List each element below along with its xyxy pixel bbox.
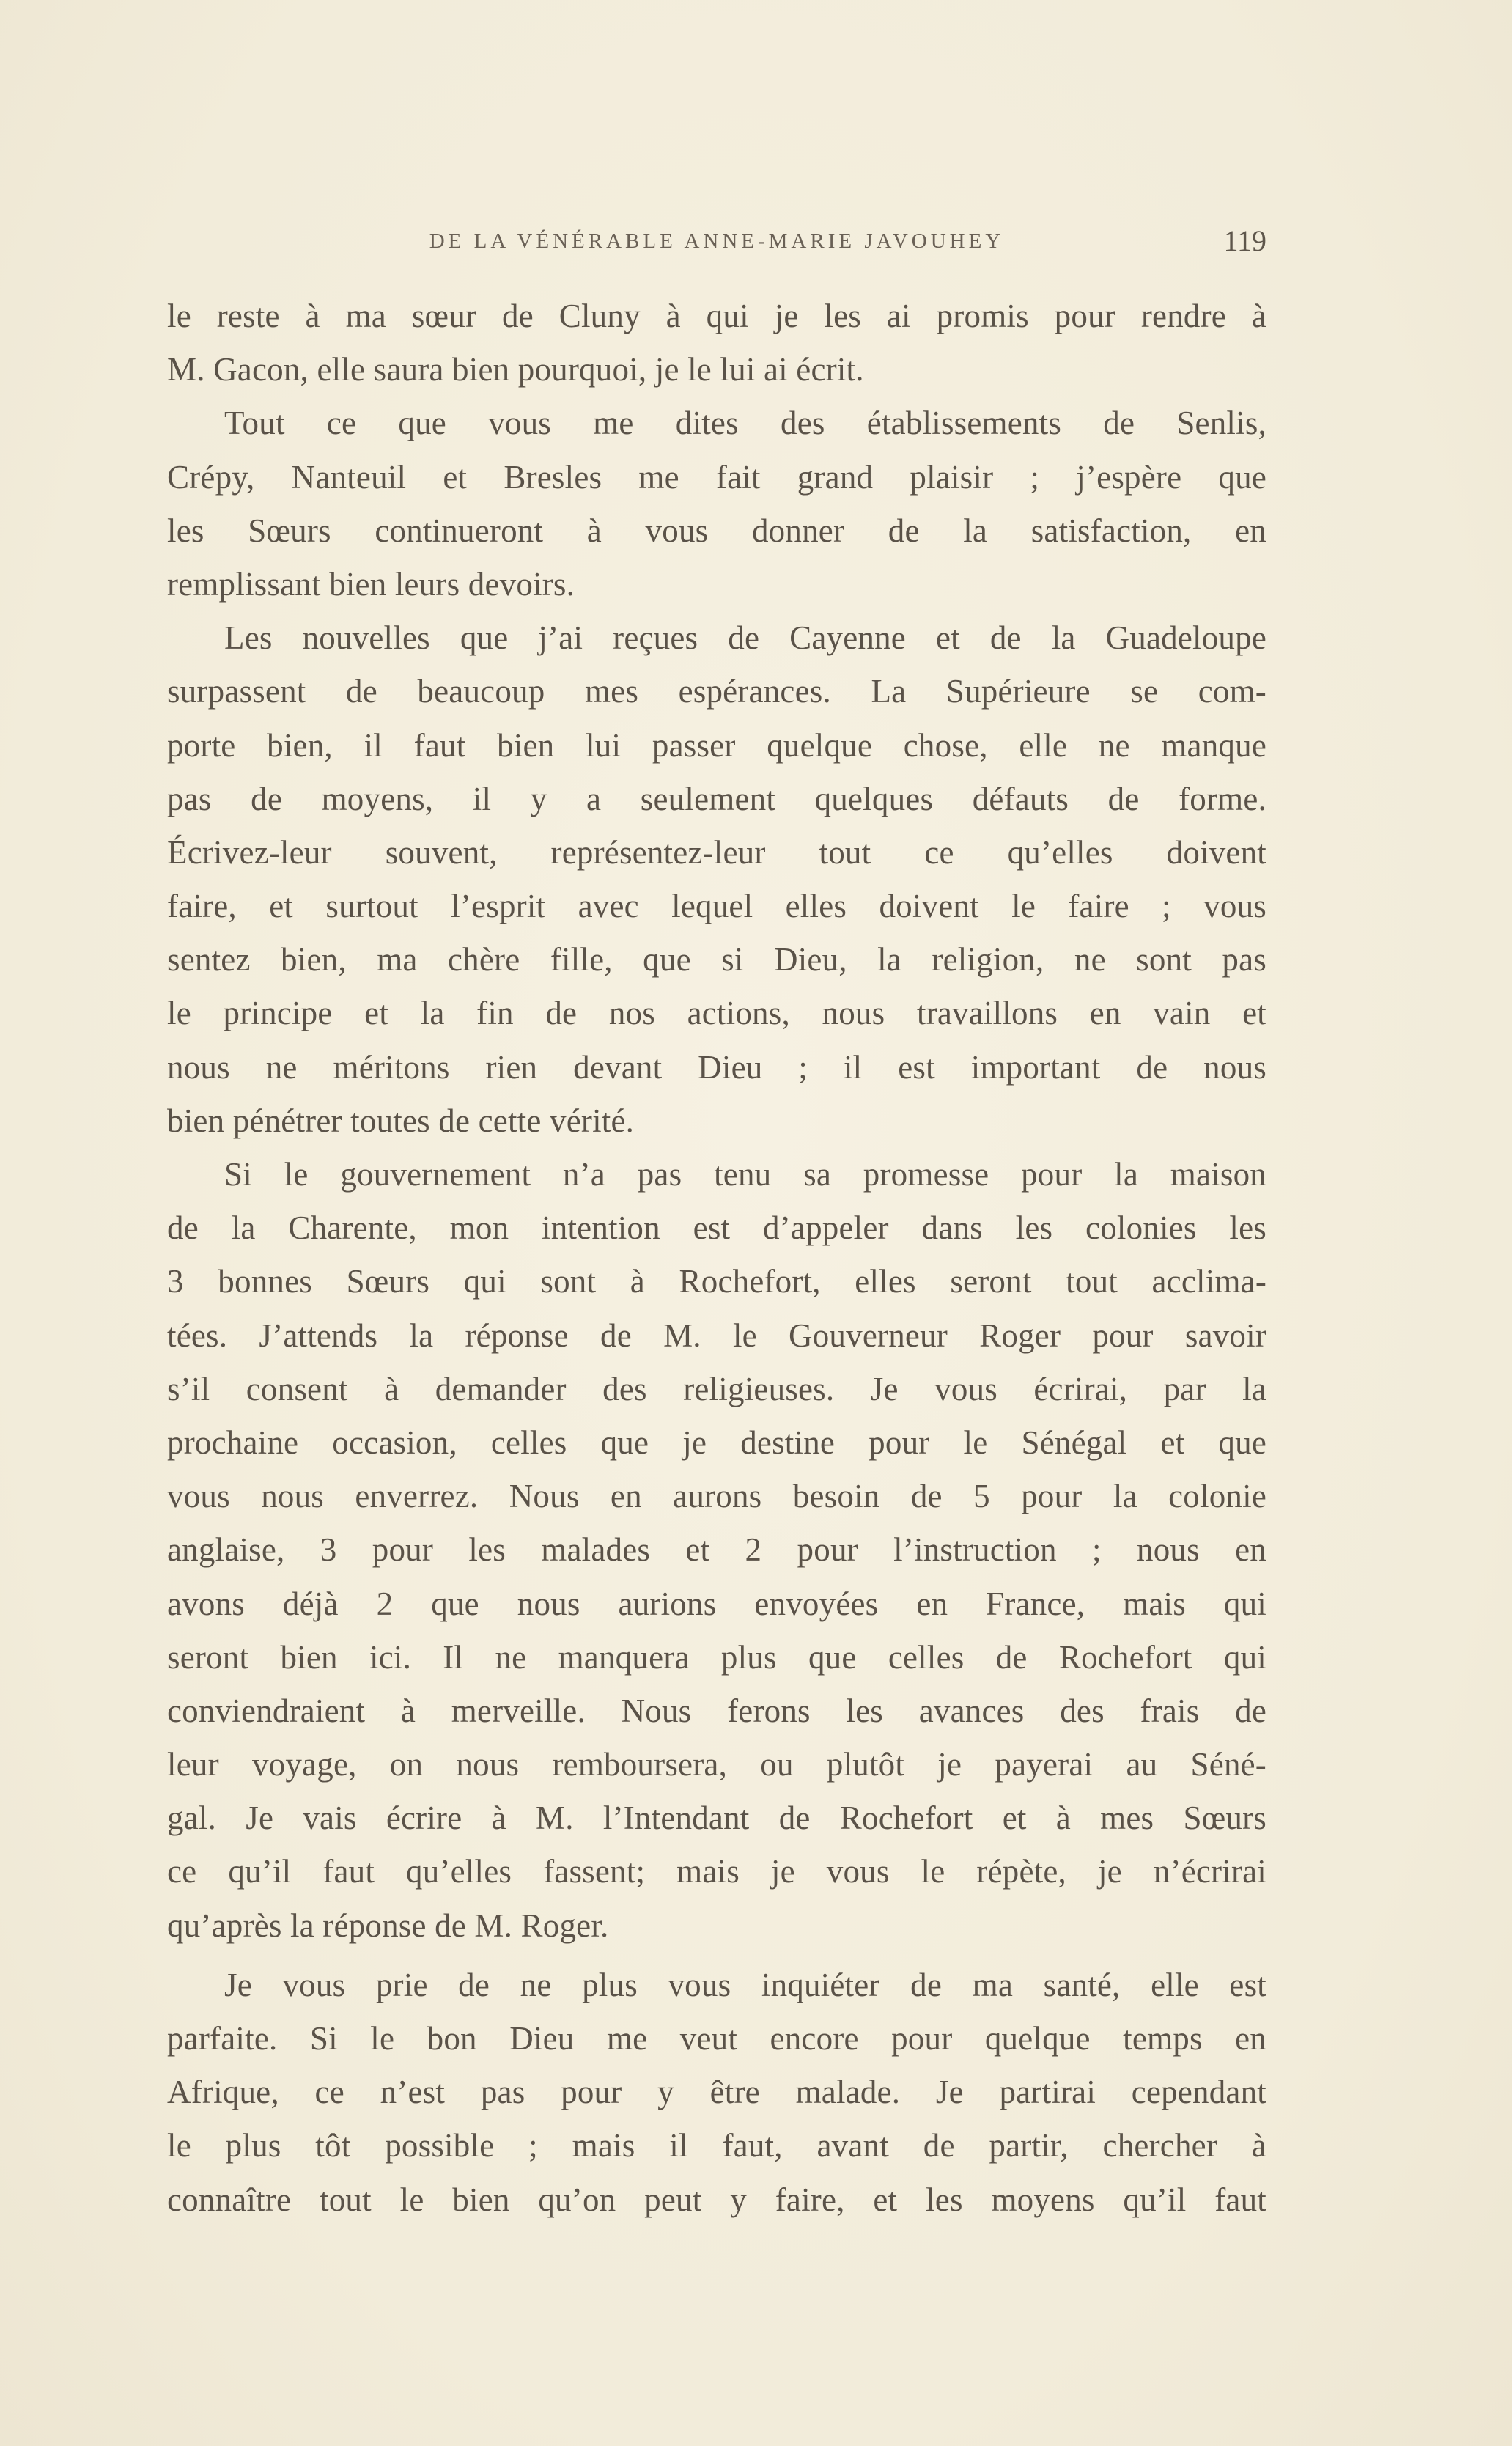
text-line: surpassent de beaucoup mes espérances. La Supérieure se com- <box>167 673 1266 710</box>
text-line: le principe et la fin de nos actions, nous travaillons en vain et <box>167 995 1266 1032</box>
text-line: M. Gacon, elle saura bien pourquoi, je le lui ai écrit. <box>167 351 864 388</box>
text-line: Les nouvelles que j’ai reçues de Cayenne et de la Guadeloupe <box>224 619 1266 657</box>
text-line: sentez bien, ma chère fille, que si Dieu, la religion, ne sont pas <box>167 941 1266 979</box>
text-line: les Sœurs continueront à vous donner de la satisfaction, en <box>167 512 1266 549</box>
text-line: seront bien ici. Il ne manquera plus que celles de Rochefort qui <box>167 1638 1266 1676</box>
text-line: conviendraient à merveille. Nous ferons les avances des frais de <box>167 1692 1266 1729</box>
page-header <box>167 224 1266 268</box>
text-line: avons déjà 2 que nous aurions envoyées en France, mais qui <box>167 1585 1266 1622</box>
page-number: 119 <box>1223 224 1266 257</box>
text-line: s’il consent à demander des religieuses. Je vous écrirai, par la <box>167 1370 1266 1407</box>
text-line: tées. J’attends la réponse de M. le Gouverneur Roger pour savoir <box>167 1316 1266 1354</box>
text-line: bien pénétrer toutes de cette vérité. <box>167 1102 635 1139</box>
text-line: gal. Je vais écrire à M. l’Intendant de Rochefort et à mes Sœurs <box>167 1799 1266 1837</box>
text-line: Afrique, ce n’est pas pour y être malade. Je partirai cependant <box>167 2074 1266 2111</box>
text-line: ce qu’il faut qu’elles fassent; mais je vous le répète, je n’écrirai <box>167 1853 1266 1890</box>
running-title: DE LA VÉNÉRABLE ANNE-MARIE JAVOUHEY <box>429 229 1005 253</box>
text-line: faire, et surtout l’esprit avec lequel elles doivent le faire ; vous <box>167 888 1266 925</box>
text-line: anglaise, 3 pour les malades et 2 pour l’instruction ; nous en <box>167 1531 1266 1569</box>
text-line: 3 bonnes Sœurs qui sont à Rochefort, elles seront tout acclima- <box>167 1263 1266 1300</box>
text-line: pas de moyens, il y a seulement quelques défauts de forme. <box>167 780 1266 817</box>
text-line: Je vous prie de ne plus vous inquiéter de ma santé, elle est <box>224 1966 1266 2003</box>
text-line: de la Charente, mon intention est d’appeler dans les colonies les <box>167 1209 1266 1247</box>
text-line: porte bien, il faut bien lui passer quelque chose, elle ne manque <box>167 726 1266 764</box>
text-line: remplissant bien leurs devoirs. <box>167 565 575 603</box>
text-line: prochaine occasion, celles que je destine pour le Sénégal et que <box>167 1423 1266 1461</box>
text-line: connaître tout le bien qu’on peut y faire, et les moyens qu’il faut <box>167 2181 1266 2218</box>
text-line: Si le gouvernement n’a pas tenu sa promesse pour la maison <box>224 1156 1266 1193</box>
text-line: le plus tôt possible ; mais il faut, avant de partir, chercher à <box>167 2127 1266 2165</box>
text-line: le reste à ma sœur de Cluny à qui je les ai promis pour rendre à <box>167 298 1266 334</box>
text-line: nous ne méritons rien devant Dieu ; il est important de nous <box>167 1048 1266 1086</box>
text-line: Tout ce que vous me dites des établissements de Senlis, <box>224 405 1266 442</box>
text-line: qu’après la réponse de M. Roger. <box>167 1907 609 1944</box>
text-line: Écrivez-leur souvent, représentez-leur tout ce qu’elles doivent <box>167 833 1266 871</box>
body-text <box>167 290 1266 2227</box>
text-line: Crépy, Nanteuil et Bresles me fait grand plaisir ; j’espère que <box>167 458 1266 496</box>
text-line: parfaite. Si le bon Dieu me veut encore pour quelque temps en <box>167 2020 1266 2057</box>
text-line: vous nous enverrez. Nous en aurons besoin de 5 pour la colonie <box>167 1478 1266 1515</box>
text-line: leur voyage, on nous remboursera, ou plutôt je payerai au Séné- <box>167 1746 1266 1783</box>
